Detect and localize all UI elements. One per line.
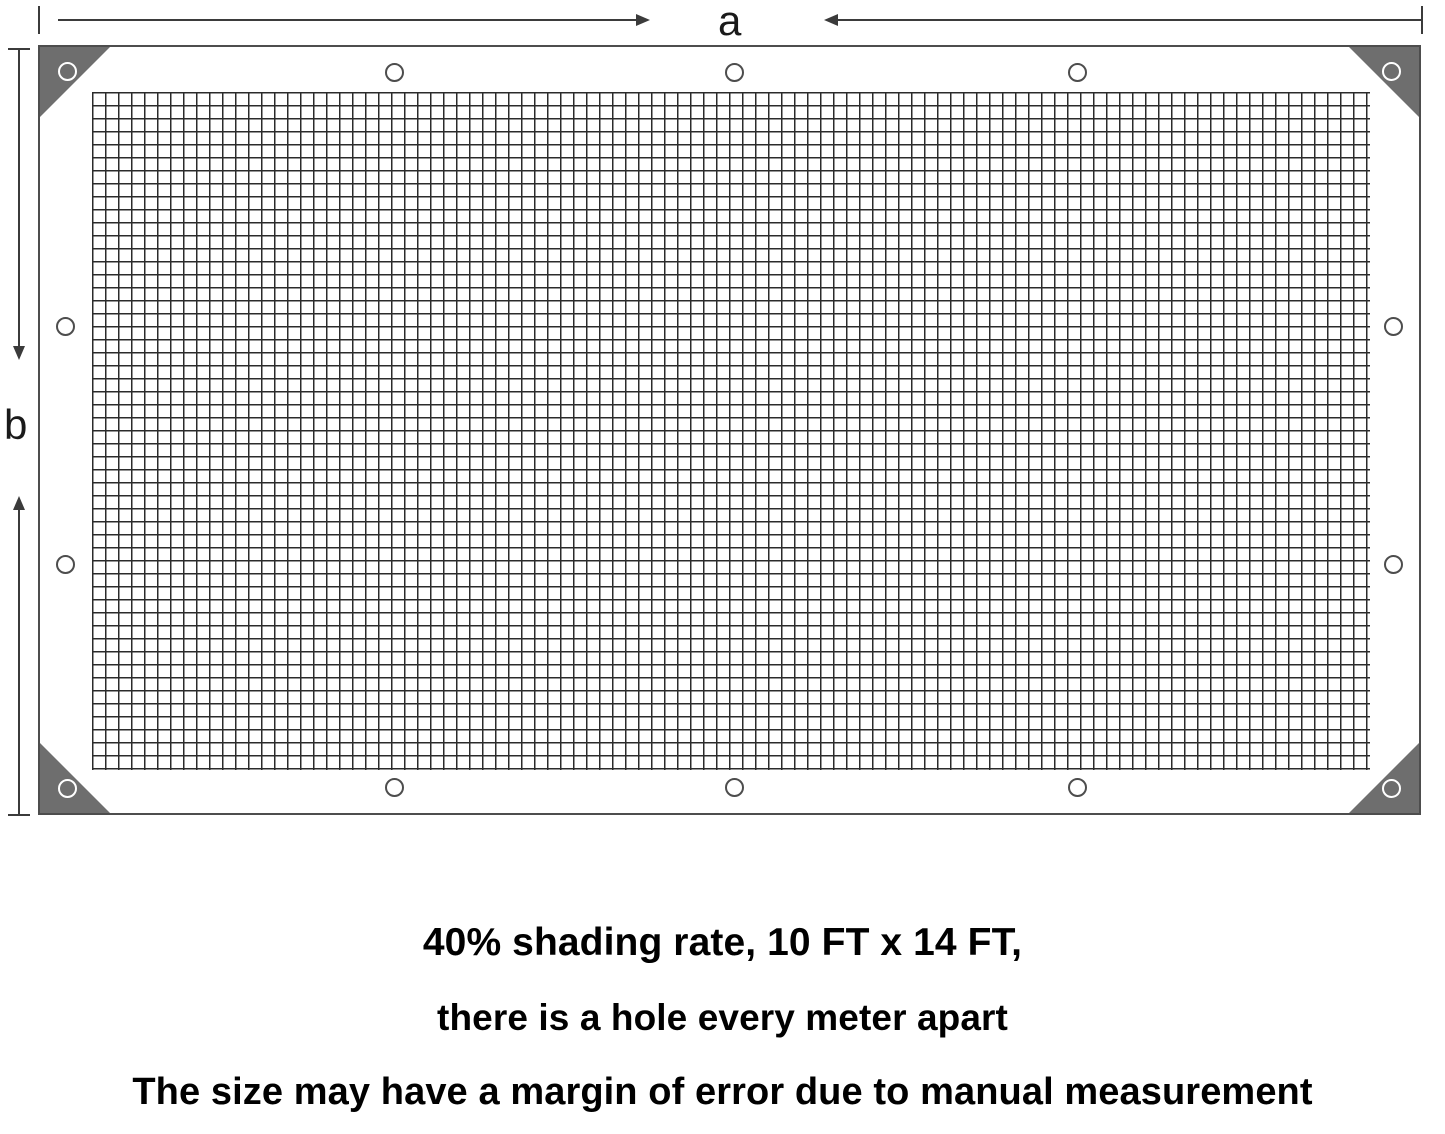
height-dimension-label: b — [4, 401, 28, 448]
width-extension-right — [1421, 6, 1423, 34]
height-extension-bottom — [8, 814, 30, 816]
width-dimension-label: a — [718, 0, 742, 44]
width-dimension-line-left — [58, 19, 638, 21]
grommet-right-2 — [1384, 555, 1403, 574]
grommet-bottom-3 — [1068, 778, 1087, 797]
grommet-top-3 — [1068, 63, 1087, 82]
grommet-corner-top-right — [1382, 62, 1401, 81]
shade-cloth-panel — [38, 45, 1421, 815]
grommet-corner-bottom-left — [58, 779, 77, 798]
mesh-weave-pattern — [92, 92, 1370, 770]
caption-line-hole-spacing: there is a hole every meter apart — [437, 997, 1008, 1038]
grommet-top-1 — [385, 63, 404, 82]
width-dimension-line-right — [838, 19, 1421, 21]
width-arrowhead-left — [824, 14, 838, 26]
height-dimension-line-bottom — [18, 510, 20, 815]
grommet-corner-bottom-right — [1382, 779, 1401, 798]
height-arrowhead-up — [13, 496, 25, 510]
width-arrowhead-right — [636, 14, 650, 26]
height-extension-top — [8, 48, 30, 50]
grommet-left-1 — [56, 317, 75, 336]
grommet-right-1 — [1384, 317, 1403, 336]
grommet-left-2 — [56, 555, 75, 574]
height-dimension-line-top — [18, 48, 20, 348]
grommet-corner-top-left — [58, 62, 77, 81]
grommet-bottom-2 — [725, 778, 744, 797]
caption-line-measurement-disclaimer: The size may have a margin of error due to manual measurement — [132, 1071, 1313, 1113]
grommet-top-2 — [725, 63, 744, 82]
grommet-bottom-1 — [385, 778, 404, 797]
caption-block — [0, 905, 1445, 1129]
height-arrowhead-down — [13, 346, 25, 360]
width-extension-left — [38, 6, 40, 34]
caption-line-shading-rate: 40% shading rate, 10 FT x 14 FT, — [422, 921, 1023, 964]
